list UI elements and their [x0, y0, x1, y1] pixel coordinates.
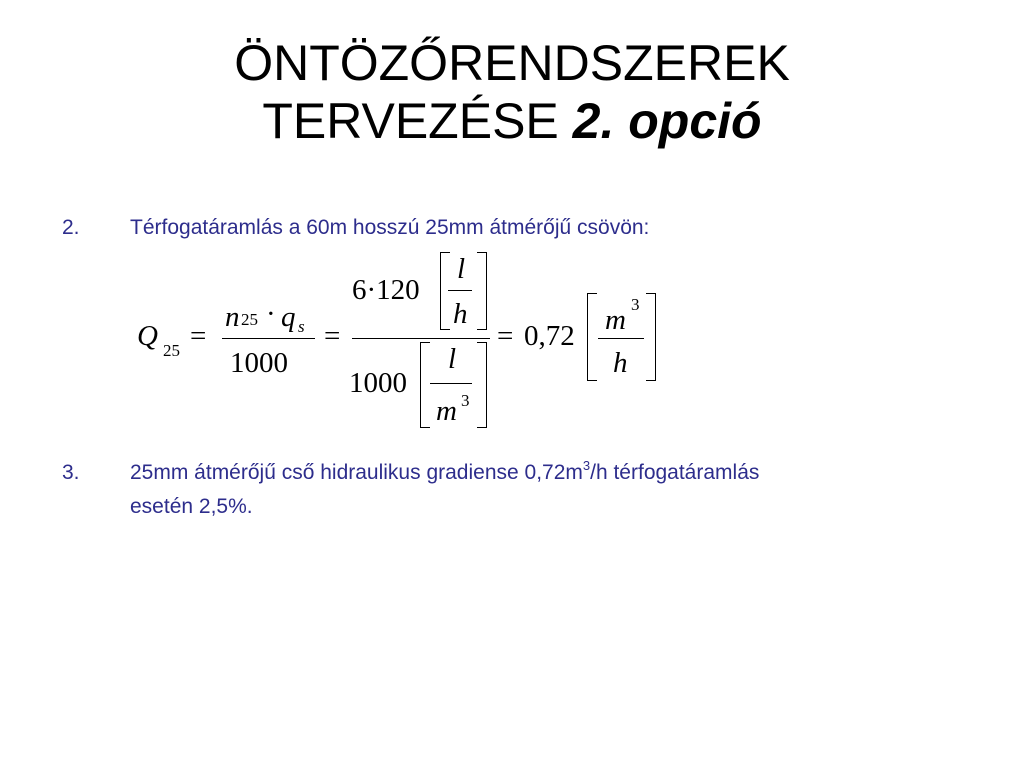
list-item-text [130, 456, 1000, 524]
unit-m-3: m [605, 304, 626, 336]
formula-n-subscript: 25 [241, 310, 258, 329]
fraction-bar-1 [222, 338, 315, 339]
unit-m-2: m [436, 395, 457, 427]
formula-qs-subscript: s [298, 317, 305, 336]
unit-cube-3: 3 [631, 295, 640, 314]
unit-cube-2: 3 [461, 391, 470, 410]
slide-title [0, 34, 1024, 150]
formula-equals-3: = [497, 320, 514, 352]
list-item-text-line2: esetén 2,5%. [130, 495, 253, 518]
title-option-label: 2. opció [572, 93, 762, 149]
unit-bar-1 [448, 290, 472, 291]
bracket-left-3 [587, 293, 597, 381]
bracket-right-1 [477, 252, 487, 330]
formula-equals-1: = [190, 320, 207, 352]
formula-n: n [225, 301, 240, 333]
title-line-2 [0, 92, 1024, 150]
list-item-text: Térfogatáramlás a 60m hosszú 25mm átmérőjű csövön: [130, 216, 650, 239]
fraction-bar-2 [352, 338, 490, 339]
superscript-3: 3 [582, 458, 591, 473]
formula-mid-numerator: 6·120 [352, 274, 420, 306]
unit-l-1: l [457, 253, 466, 285]
list-item-number: 2. [62, 216, 80, 239]
unit-l-2: l [448, 343, 457, 375]
bracket-left-2 [420, 342, 430, 428]
formula-denominator-1: 1000 [230, 347, 288, 379]
unit-h-3: h [613, 347, 628, 379]
bracket-right-2 [477, 342, 487, 428]
formula-dot: · [266, 298, 276, 330]
bracket-right-3 [646, 293, 656, 381]
formula-result: 0,72 [524, 320, 575, 352]
list-item-text-line1: 25mm átmérőjű cső hidraulikus gradiense 0,72m [130, 461, 583, 484]
list-item-number: 3. [62, 461, 80, 484]
formula-equals-2: = [324, 320, 341, 352]
list-item-text-line1-end: /h térfogatáramlás [590, 461, 760, 484]
title-line-1: ÖNTÖZŐRENDSZEREK [234, 35, 790, 91]
unit-bar-2 [430, 383, 472, 384]
unit-bar-3 [598, 338, 644, 339]
formula-qs: q [281, 301, 296, 333]
formula-q-subscript: 25 [163, 341, 180, 360]
formula-q: Q [137, 320, 158, 352]
title-line-2-plain: TERVEZÉSE [262, 93, 573, 149]
unit-h-1: h [453, 298, 468, 330]
bracket-left-1 [440, 252, 450, 330]
formula-mid-denominator: 1000 [349, 367, 407, 399]
